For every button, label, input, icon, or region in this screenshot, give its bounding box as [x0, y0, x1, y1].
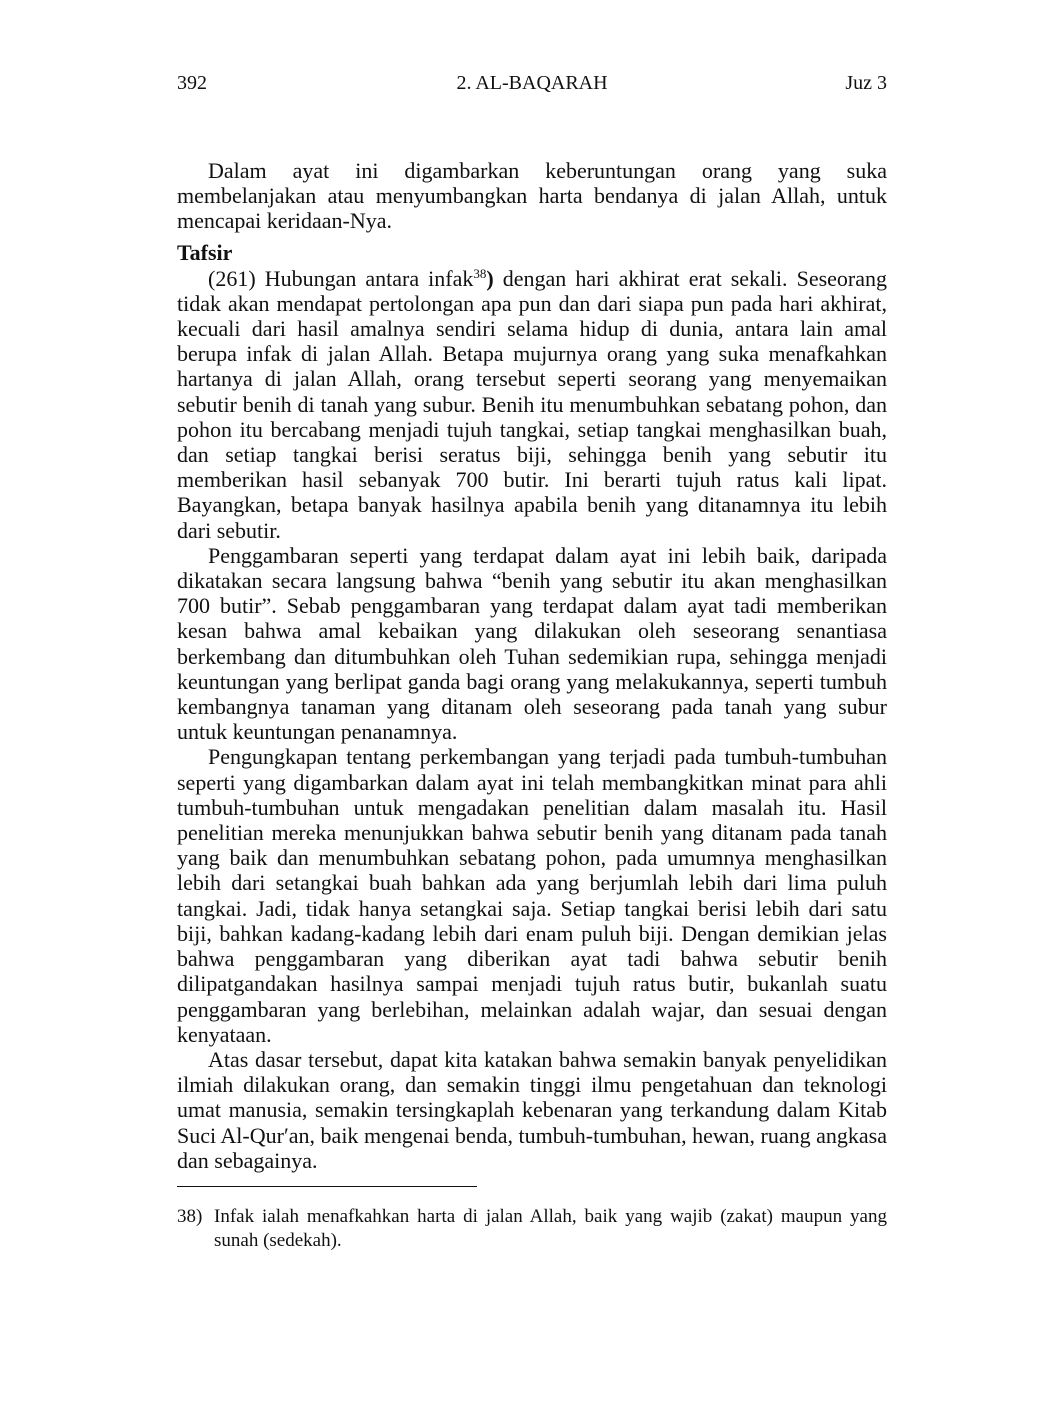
- main-text: [177, 158, 887, 1173]
- footnote-number: 38): [177, 1206, 203, 1227]
- intro-paragraph: Dalam ayat ini digambarkan keberuntungan orang yang suka membelanjakan atau menyumbangkan harta bendanya di jalan Allah, untuk mencapai keridaan-Nya.: [177, 158, 887, 234]
- footnote-reference-paren: ): [486, 265, 494, 291]
- footnote-text: Infak ialah menafkahkan harta di jalan Allah, baik yang wajib (zakat) maupun yang sunah (sedekah).: [214, 1206, 887, 1251]
- tafsir-paragraph-4: Atas dasar tersebut, dapat kita katakan bahwa semakin banyak penyelidikan ilmiah dilakukan orang, dan semakin tinggi ilmu pengetahuan dan teknologi umat manusia, semakin tersingkaplah kebenaran yang terkandung dalam Kitab Suci Al-Qur′an, baik mengenai benda, tumbuh-tumbuhan, hewan, ruang angkasa dan sebagainya.: [177, 1046, 887, 1173]
- footnote-reference[interactable]: 38: [473, 265, 487, 281]
- section-heading: Tafsir: [177, 239, 233, 265]
- paragraph-1-rest: dengan hari akhirat erat sekali. Seseorang tidak akan mendapat pertolongan apa pun dan dari siapa pun pada hari akhirat, kecuali dari hasil amalnya sendiri selama hidup di dunia, antara lain amal berupa infak di jalan Allah. Betapa mujurnya orang yang suka menafkahkan hartanya di jalan Allah, orang tersebut seperti seorang yang menyemaikan sebutir benih di tanah yang subur. Benih itu menumbuhkan sebatang pohon, dan pohon itu bercabang menjadi tujuh tangkai, setiap tangkai menghasilkan buah, dan setiap tangkai berisi seratus biji, sehingga benih yang sebutir itu memberikan hasil sebanyak 700 butir. Ini berarti tujuh ratus kali lipat. Bayangkan, betapa banyak hasilnya apabila benih yang ditanamnya itu lebih dari sebutir.: [177, 265, 888, 543]
- footnote: [177, 1205, 887, 1253]
- page-header: [177, 72, 887, 100]
- footnote-divider: [177, 1186, 477, 1187]
- paragraph-1-start: (261) Hubungan antara infak: [208, 265, 474, 291]
- page-number: 392: [177, 72, 207, 94]
- tafsir-paragraph-1: [177, 266, 887, 543]
- tafsir-paragraph-2: Penggambaran seperti yang terdapat dalam ayat ini lebih baik, daripada dikatakan secara langsung bahwa “benih yang sebutir itu akan menghasilkan 700 butir”. Sebab penggambaran yang terdapat dalam ayat tadi memberikan kesan bahwa amal kebaikan yang dilakukan oleh seseorang senantiasa berkembang dan ditumbuhkan oleh Tuhan sedemikian rupa, sehingga menjadi keuntungan yang berlipat ganda bagi orang yang melakukannya, seperti tumbuh kembangnya tanaman yang ditanam oleh seseorang pada tanah yang subur untuk keuntungan penanamnya.: [177, 542, 887, 745]
- running-title: 2. AL-BAQARAH: [456, 72, 608, 94]
- tafsir-paragraph-3: Pengungkapan tentang perkembangan yang terjadi pada tumbuh-tumbuhan seperti yang digambarkan dalam ayat ini telah membangkitkan minat para ahli tumbuh-tumbuhan untuk mengadakan penelitian dalam masalah itu. Hasil penelitian mereka menunjukkan bahwa sebutir benih yang ditanam pada tanah yang baik dan menumbuhkan sebatang pohon, pada umumnya menghasilkan lebih dari setangkai buah bahkan ada yang berjumlah lebih dari lima puluh tangkai. Jadi, tidak hanya setangkai saja. Setiap tangkai berisi lebih dari satu biji, bahkan kadang-kadang lebih dari enam puluh biji. Dengan demikian jelas bahwa penggambaran yang diberikan ayat tadi bahwa sebutir benih dilipatgandakan hasilnya sampai menjadi tujuh ratus butir, bukanlah suatu penggambaran yang berlebihan, melainkan adalah wajar, dan sesuai dengan kenyataan.: [177, 744, 887, 1047]
- juz-label: Juz 3: [845, 72, 887, 94]
